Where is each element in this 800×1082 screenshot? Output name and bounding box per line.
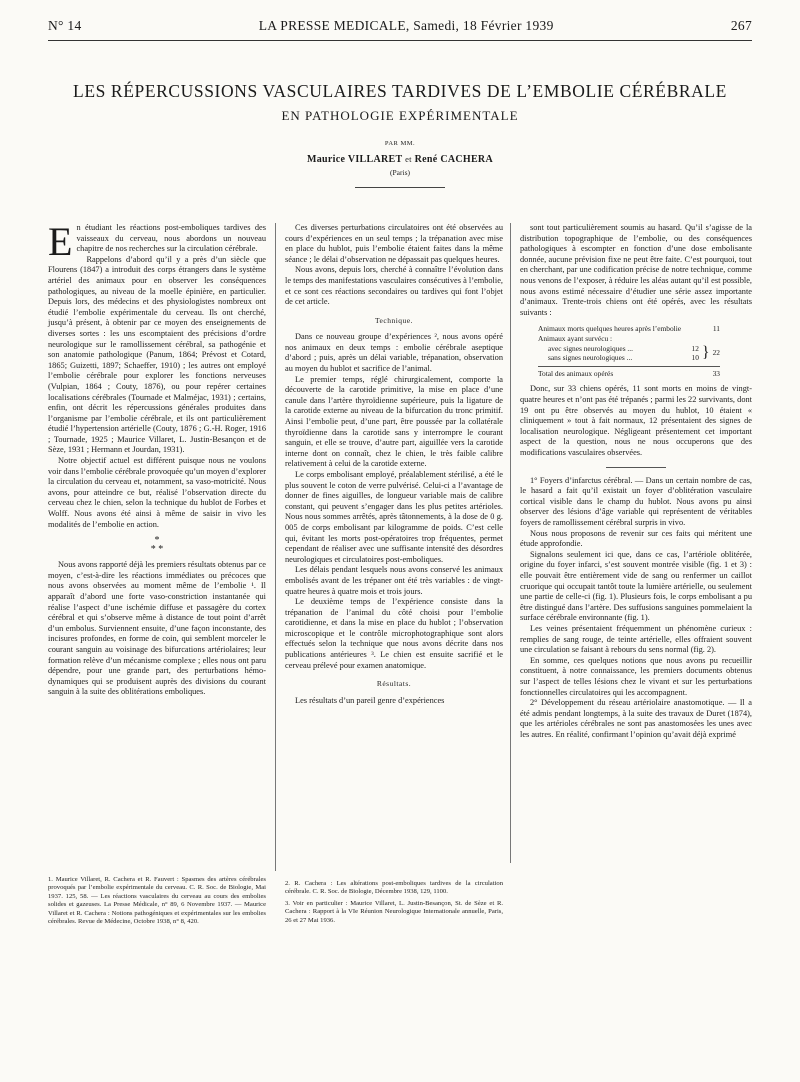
footnote-text: 2. R. Cachera : Les altérations post-emboliques tardives de la circulation cérébrale. C. R. Soc. de Biologie, Décembre 1938, 129, 1100. [285, 880, 503, 896]
paragraph: Le corps embolisant employé, préalablement stérilisé, a été le plus souvent le coton de verre pulvérisé. Celui-ci a l’avantage de donner de fines aiguilles, de longueur variable mais de calibre constant, qui peuvent s’engager dans les plus petites artérioles. Nous nous sommes arrêtés, après tâtonnements, à la dose de 0 g. 005 de corps embolisant par kilogramme de poids. C’est celle qui, évitant les morts post-opératoires trop fréquentes, permet cependant de réaliser avec une suffisante intensité des désordres neurologiques et circulatoires post-emboliques. [285, 469, 503, 564]
byline-par: PAR MM. [384, 140, 416, 147]
column-separator [510, 223, 511, 863]
results-table [538, 324, 720, 378]
table-label: Animaux morts quelques heures après l’embolie [538, 324, 682, 334]
table-label: sans signes neurologiques ... [548, 353, 633, 363]
table-value: 12 [691, 343, 699, 353]
table-label: avec signes neurologiques ... [548, 343, 633, 353]
paragraph: Notre objectif actuel est différent puisque nous ne voulons voir dans l’embolie cérébrale provoquée qu’un moyen d’explorer la circulation du cerveau et, notamment, sa vaso-motricité. Nous avons, pour atteindre ce but, réalisé l’observation directe du cerveau chez le chien, selon la technique du hublot de Forbes et Wolff. Nous avons été ainsi à même de saisir in vivo les modalités de l’embolie en action. [48, 456, 267, 529]
paragraph: Signalons seulement ici que, dans ce cas, l’artériole oblitérée, origine du foyer infarci, s’est souvent montrée visible (fig. 1 et 3) : elle pouvait être entièrement vide de sang ou renfermer un caillot cruorique qui occupait tantôt toute la lumière artérielle, ou seulement une partie de celle-ci (fig. 1). Plusieurs fois, le corps embolisant a pu être distingué dans l’artère. Des suffusions sanguines pommelaient la surface cérébrale environnante (fig. 1). [520, 549, 752, 623]
footnote-text: 1. Maurice Villaret, R. Cachera et R. Fauvert : Spasmes des artères cérébrales provoqués par l’embolie expérimentale du cerveau. C. R. Soc. de Biologie, Mai 1937. 125, 58. — Les réactions vasculaires du cerveau au cours des embolies solides et gazeuses. La Presse Médicale, n° 89, 6 Novembre 1937. — Maurice Villaret et R. Cachera : Notions pathogéniques et expérimentales sur les embolies cérébrales. Revue de Médecine, Octobre 1938, n° 8, 420. [48, 876, 266, 926]
table-label: Animaux ayant survécu : [538, 333, 613, 343]
stars-top: * [154, 535, 160, 547]
table-value: 33 [712, 368, 720, 378]
author-2: René CACHERA [414, 154, 493, 165]
paragraph: Les délais pendant lesquels nous avons conservé les animaux embolisés avant de les trépaner ont été très variables : de vingt-quatre heures à quatre mois et trois jours. [285, 565, 503, 596]
issue-number: N° 14 [48, 18, 82, 33]
table-row [538, 324, 720, 334]
paragraph: Nous avons rapporté déjà les premiers résultats obtenus par ce moyen, c’est-à-dire les réactions immédiates ou précoces que nous avons observées au moment même de l’embolie ¹. Il apparaît d’abord une forte vaso-constriction instantanée qui réalise l’aspect d’une ischémie diffuse et passagère du cortex cérébral et qui s’observe même à distance de tout point d’arrêt d’un embolus. Surviennent ensuite, d’une façon inconstante, des incisures profondes, en forme de coin, qui semblent morceler le courant sanguin au voisinage des bifurcations artériolaires; leur formation relève d’un mécanisme complexe ; elles nous ont paru dépendre, pour une grande part, des perturbations hémo-dynamiques qui se produisent auprès des divisions du courant sanguin à la suite des oblitérations emboliques. [48, 560, 266, 697]
paragraph: Nous avons, depuis lors, cherché à connaître l’évolution dans le temps des manifestations vasculaires consécutives à l’embolie, et ce sont ces réactions secondaires ou tardives qui font l’objet de cet article. [285, 265, 503, 307]
section-stars [48, 536, 266, 554]
table-row [538, 344, 699, 354]
column-2 [285, 223, 503, 706]
running-header [48, 18, 752, 38]
paragraph: 2° Développement du réseau artériolaire anastomotique. — Il a été admis pendant longtemps, à la suite des travaux de Duret (1874), que les artérioles cérébrales ne sont pas anastomosées les unes avec les autres. En réalité, confirmant l’opinion qu’avait déjà exprimé [520, 698, 752, 739]
article-body [48, 219, 752, 1078]
paragraph: Les résultats d’un pareil genre d’expériences [295, 695, 445, 705]
footnote-1 [48, 876, 266, 927]
table-brace-group [538, 344, 720, 363]
header-rule [48, 40, 752, 41]
brace-symbol: } [701, 344, 710, 362]
paragraph: sont tout particulièrement soumis au hasard. Qu’il s’agisse de la distribution topographique de l’embolie, ou des conséquences pathologiques à escompter en fonction d’une dose embolisante donnée, aucune prévision fixe ne peut être faite. C’est pourquoi, tout en cherchant, par une codification précise de notre technique, comme nous venons de l’exposer, à réduire les aléas autant qu’il est possible, nous avons estimé nécessaire d’étudier une série assez importante d’animaux. Trente-trois chiens ont été opérés, avec les résultats suivants : [520, 223, 752, 317]
page [48, 18, 752, 926]
section-rule [606, 467, 666, 468]
journal-title: LA PRESSE MEDICALE, Samedi, 18 Février 1939 [258, 18, 554, 33]
table-row [538, 369, 720, 379]
paragraph: Rappelons d’abord qu’il y a près d’un siècle que Flourens (1847) a introduit des corps étrangers dans le système artériel des animaux pour en observer les conséquences pathologiques, au niveau de la moelle épinière, en particulier. Depuis lors, des médecins et des physiologistes nombreux ont étudié l’embolie expérimentale du cerveau. Ils ont cherché, jusqu’à présent, à obtenir par ce moyen des enseignements de diverses sortes : les uns escomptaient des précisions d’ordre neurologique sur le ramollissement cérébral, sa pathogénie et son anatomie pathologique (Panum, 1864; Prévost et Cotard, 1865; Guizetti, 1897; Schaeffer, 1910) ; les autres ont employé l’embolie cérébrale pour explorer les fonctions nerveuses (Vulpian, 1864 ; Couty, 1876), ou pour repérer certaines localisations cérébrales (Tournade et Malméjac, 1931) ; certains, enfin, ont décrit les répercussions générales produites dans l’organisme par l’embolie cérébrale, et ils ont particulièrement étudié l’hypertension artérielle (Couty, 1876 ; G.-H. Roger, 1916 ; Tournade, 1925 ; Maurice Villaret, L. Justin-Besançon et de Sèze, 1931 ; Hermann et Jourdan, 1931). [48, 254, 266, 455]
paragraph: 1° Foyers d’infarctus cérébral. — Dans un certain nombre de cas, le hasard a fait qu’il existait un foyer d’oblitération vasculaire cortical visible dans le champ du hublot. Nous avons pu ainsi observer des lésions d’âge variable qui représentent de véritables foyers de ramollissement cérébral surpris in vivo. [520, 475, 752, 527]
paragraph [48, 219, 266, 264]
article-subtitle: EN PATHOLOGIE EXPÉRIMENTALE [281, 108, 519, 123]
table-rule [538, 366, 720, 367]
table-row [538, 334, 720, 344]
footnotes-2-3 [285, 880, 503, 925]
author-1: Maurice VILLARET [307, 154, 403, 165]
table-row [538, 353, 699, 363]
authors [48, 154, 752, 165]
paragraph: Ces diverses perturbations circulatoires ont été observées au cours d’expériences en un seul temps ; la trépanation avec mise en place du hublot, puis l’embolie étaient faites dans la même séance ; le délai d’observation ne dépassait pas quelques heures. [285, 223, 503, 264]
paragraph: Les veines présentaient fréquemment un phénomène curieux : remplies de sang rouge, de teinte artérielle, elles offraient souvent une circulation se faisant à rebours du sens normal (fig. 2). [520, 623, 752, 655]
paragraph: Donc, sur 33 chiens opérés, 11 sont morts en moins de vingt-quatre heures et n’ont pas été trépanés ; parmi les 22 survivants, dont 19 ont pu être observés au moyen du hublot, 10 étaient « cliniquement » tout à fait normaux, 12 présentaient des signes de localisation neurologique. Négligeant présentement cet important aspect de la question, nous ne nous occuperons que des modifications vasculaires observées. [520, 384, 752, 458]
title-rule [355, 187, 445, 188]
paragraph: Dans ce nouveau groupe d’expériences ², nous avons opéré nos animaux en deux temps : embolie cérébrale aseptique d’abord ; puis, après un délai variable, trépanation, observation au moyen du hublot et sacrifice de l’animal. [285, 332, 503, 374]
article-title: LES RÉPERCUSSIONS VASCULAIRES TARDIVES DE L’EMBOLIE CÉRÉBRALE [73, 81, 727, 101]
section-heading-technique: Technique. [374, 315, 413, 325]
page-number: 267 [730, 18, 752, 33]
column-1 [48, 219, 267, 698]
table-value: 11 [712, 324, 720, 334]
stars-bottom: * * [150, 544, 164, 556]
paragraph: Nous nous proposons de revenir sur ces faits qui méritent une étude approfondie. [520, 528, 752, 549]
paragraph-text: n étudiant les réactions post-emboliques tardives des vaisseaux du cerveau, nous abordons un nouveau chapitre de nos recherches sur la circulation cérébrale. [76, 223, 266, 254]
column-separator [275, 223, 276, 871]
section-heading-resultats: Résultats. [376, 679, 412, 689]
table-value: 22 [712, 348, 720, 358]
paragraph: Le premier temps, réglé chirurgicalement, comporte la découverte de la carotide primitive, la mise en place d’une canule dans l’artère thyroïdienne supérieure, puis la ligature de la carotide externe au niveau de la bifurcation du tronc primitif. Ainsi l’embolie peut, d’une part, être poussée par la collatérale thyroïdienne dans la carotide sans y interrompre le courant sanguin, et elle se trouve, d’autre part, aiguillée vers la carotide interne dont on connaît, chez le chien, le très faible calibre relativement à celui de la carotide externe. [285, 374, 503, 469]
paragraph: En somme, ces quelques notions que nous avons pu recueillir constituent, à notre connaissance, les premiers documents obtenus sur l’aspect de telles lésions chez le vivant et sur les perturbations fonctionnelles circulatoires qui les accompagnent. [520, 655, 752, 697]
paragraph: Le deuxième temps de l’expérience consiste dans la trépanation de l’animal du côté choisi pour l’embolie carotidienne, et dans la mise en place du hublot ; l’observation microscopique et le contrôle microphotographique sont alors effectués selon la technique que nous avons décrite dans nos publications antérieures ³. Le chien est ensuite sacrifié et le cerveau prélevé pour examen anatomique. [285, 597, 503, 670]
author-conjunction: et [405, 154, 412, 164]
author-place: (Paris) [390, 168, 410, 177]
table-label: Total des animaux opérés [538, 368, 614, 378]
column-3 [520, 223, 752, 740]
drop-cap: E [48, 219, 73, 264]
footnote-text: 3. Voir en particulier : Maurice Villaret, L. Justin-Besançon, St. de Sèze et R. Cachera : Rapport à la VIe Réunion Neurologique Internationale annuelle, Paris, 26 et 27 Mai 1936. [285, 899, 503, 924]
table-value: 10 [691, 353, 699, 363]
